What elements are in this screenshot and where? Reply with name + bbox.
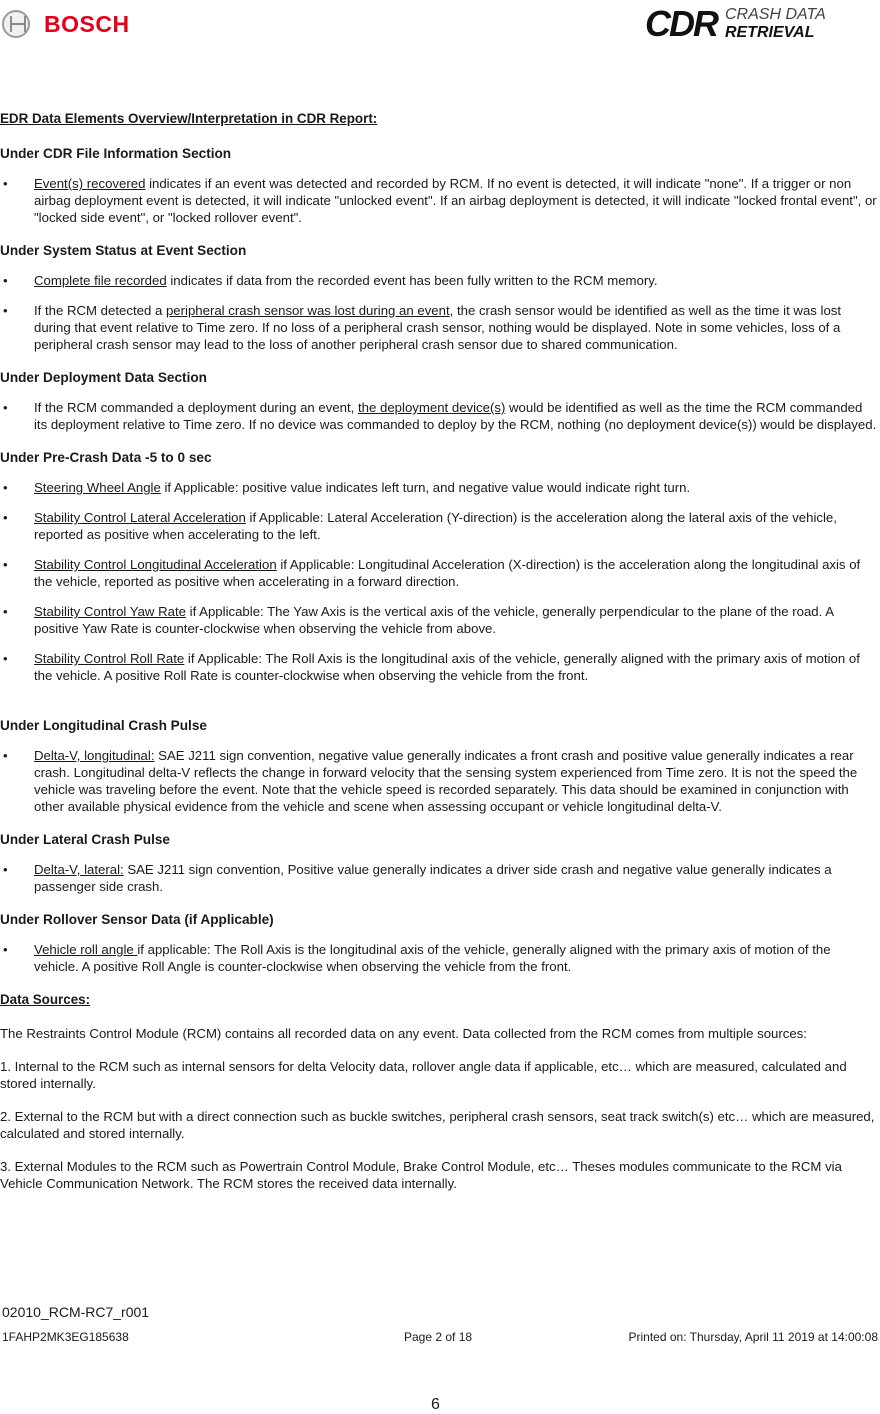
term: the deployment device(s) [358, 400, 506, 415]
data-source-item: 2. External to the RCM but with a direct connection such as buckle switches, peripheral crash sensors, seat track switch(s) etc… which are measured, calculated and stored internally. [0, 1109, 875, 1141]
term: Delta-V, lateral: [34, 862, 124, 877]
description: if Applicable: positive value indicates left turn, and negative value would indicate right turn. [160, 480, 691, 495]
section-heading: Under Deployment Data Section [0, 370, 207, 385]
page-number: 6 [431, 1396, 440, 1413]
description: if Applicable: The Yaw Axis is the vertical axis of the vehicle, generally perpendicular to the plane of the road. A positive Yaw Rate is counter-clockwise when observing the vehicle from above. [34, 604, 834, 636]
term: Delta-V, longitudinal: [34, 748, 155, 763]
term: Steering Wheel Angle [34, 480, 161, 495]
bullet-icon: • [3, 480, 8, 495]
bullet-icon: • [3, 510, 8, 525]
data-source-item: 3. External Modules to the RCM such as Powertrain Control Module, Brake Control Module, etc… Theses modules communicate to the RCM via Vehicle Communication Network. The RCM stores the received data internally. [0, 1159, 842, 1191]
list-item [0, 603, 880, 637]
bullet-icon: • [3, 273, 8, 288]
footer-printed-date: Printed on: Thursday, April 11 2019 at 14:00:08 [628, 1330, 878, 1344]
bullet-icon: • [3, 176, 8, 191]
data-sources-heading: Data Sources: [0, 992, 91, 1007]
term: Event(s) recovered [34, 176, 146, 191]
description: , the crash sensor would be identified as well as the time it was lost during that event relative to Time zero. If no loss of a peripheral crash sensor, nothing would be displayed. Note in some vehicles, loss of a peripheral crash sensor may lead to the loss of another peripheral crash sensor due to shared communication. [34, 303, 842, 352]
bullet-icon: • [3, 651, 8, 666]
bosch-wordmark: BOSCH [44, 10, 130, 37]
section-heading: Under Rollover Sensor Data (if Applicable) [0, 912, 274, 927]
description-prefix: If the RCM commanded a deployment during an event, [34, 400, 359, 415]
description: would be identified as well as the time the RCM commanded its deployment relative to Time zero. If no device was commanded to deploy by the RCM, nothing (no deployment device(s)) would be displayed. [34, 400, 877, 432]
bullet-icon: • [3, 748, 8, 763]
list-item [0, 941, 880, 975]
term: Vehicle roll angle [34, 942, 138, 957]
list-item [0, 509, 880, 543]
cdr-logo-line2: RETRIEVAL [725, 24, 815, 41]
cdr-mark: CDR [645, 3, 717, 44]
list-item [0, 302, 880, 353]
list-item [0, 175, 880, 226]
section-heading: Under Pre-Crash Data -5 to 0 sec [0, 450, 212, 465]
data-source-item: 1. Internal to the RCM such as internal sensors for delta Velocity data, rollover angle data if applicable, etc… which are measured, calculated and stored internally. [0, 1059, 847, 1091]
term: peripheral crash sensor was lost during an event [165, 303, 450, 318]
bosch-emblem-icon [2, 10, 30, 38]
description: indicates if data from the recorded event has been fully written to the RCM memory. [166, 273, 658, 288]
description: if Applicable: Lateral Acceleration (Y-direction) is the acceleration along the lateral axis of the vehicle, reported as positive when accelerating to the left. [34, 510, 837, 542]
list-item [0, 479, 880, 496]
description: if applicable: The Roll Axis is the longitudinal axis of the vehicle, generally aligned with the primary axis of motion of the vehicle. A positive Roll Angle is counter-clockwise when observing the vehicle from the front. [34, 942, 831, 974]
list-item [0, 399, 880, 433]
footer-page-count: Page 2 of 18 [404, 1330, 473, 1344]
bullet-icon: • [3, 400, 8, 415]
list-item [0, 861, 880, 895]
bullet-icon: • [3, 557, 8, 572]
description: SAE J211 sign convention, Positive value generally indicates a driver side crash and negative value generally indicates a passenger side crash. [34, 862, 832, 894]
list-item [0, 747, 880, 815]
term: Stability Control Roll Rate [34, 651, 185, 666]
description: SAE J211 sign convention, negative value generally indicates a front crash and positive value generally indicates a rear crash. Longitudinal delta-V reflects the change in forward velocity that the sensing system experienced from Time zero. It is not the speed the vehicle was traveling before the event. Note that the vehicle speed is recorded separately. This data should be examined in conjunction with other available physical evidence from the vehicle and scene when assessing occupant or vehicle longitudinal delta-V. [34, 748, 858, 814]
term: Stability Control Yaw Rate [34, 604, 186, 619]
footer-vin: 1FAHP2MK3EG185638 [2, 1330, 129, 1344]
list-item [0, 272, 880, 289]
term: Stability Control Longitudinal Acceleration [34, 557, 277, 572]
footer-document-id: 02010_RCM-RC7_r001 [2, 1304, 150, 1320]
section-heading: Under Longitudinal Crash Pulse [0, 718, 207, 733]
document-title: EDR Data Elements Overview/Interpretation in CDR Report: [0, 111, 378, 126]
document-body [0, 110, 880, 1192]
cdr-logo-line1: CRASH DATA [725, 6, 826, 23]
bullet-icon: • [3, 604, 8, 619]
description: indicates if an event was detected and recorded by RCM. If no event is detected, it will indicate "none". If a trigger or non airbag deployment event is detected, it will indicate "unlocked event". If an airbag deployment is detected, it will indicate "locked frontal event", or "locked side event", or "locked rollover event". [34, 176, 877, 225]
list-item [0, 650, 880, 684]
cdr-logo [645, 3, 826, 44]
section-heading: Under Lateral Crash Pulse [0, 832, 170, 847]
list-item [0, 556, 880, 590]
description: if Applicable: The Roll Axis is the longitudinal axis of the vehicle, generally aligned with the primary axis of motion of the vehicle. A positive Roll Rate is counter-clockwise when observing the vehicle from the front. [34, 651, 860, 683]
section-heading: Under System Status at Event Section [0, 243, 247, 258]
data-sources-intro: The Restraints Control Module (RCM) contains all recorded data on any event. Data collected from the RCM comes from multiple sources: [0, 1026, 807, 1041]
description: if Applicable: Longitudinal Acceleration (X-direction) is the acceleration along the longitudinal axis of the vehicle, reported as positive when accelerating in a forward direction. [34, 557, 861, 589]
bosch-logo [2, 10, 130, 38]
section-heading: Under CDR File Information Section [0, 146, 232, 161]
term: Stability Control Lateral Acceleration [34, 510, 246, 525]
bullet-icon: • [3, 942, 8, 957]
term: Complete file recorded [34, 273, 167, 288]
page-header [0, 0, 880, 60]
bullet-icon: • [3, 303, 8, 318]
description-prefix: If the RCM detected a [34, 303, 166, 318]
bullet-icon: • [3, 862, 8, 877]
